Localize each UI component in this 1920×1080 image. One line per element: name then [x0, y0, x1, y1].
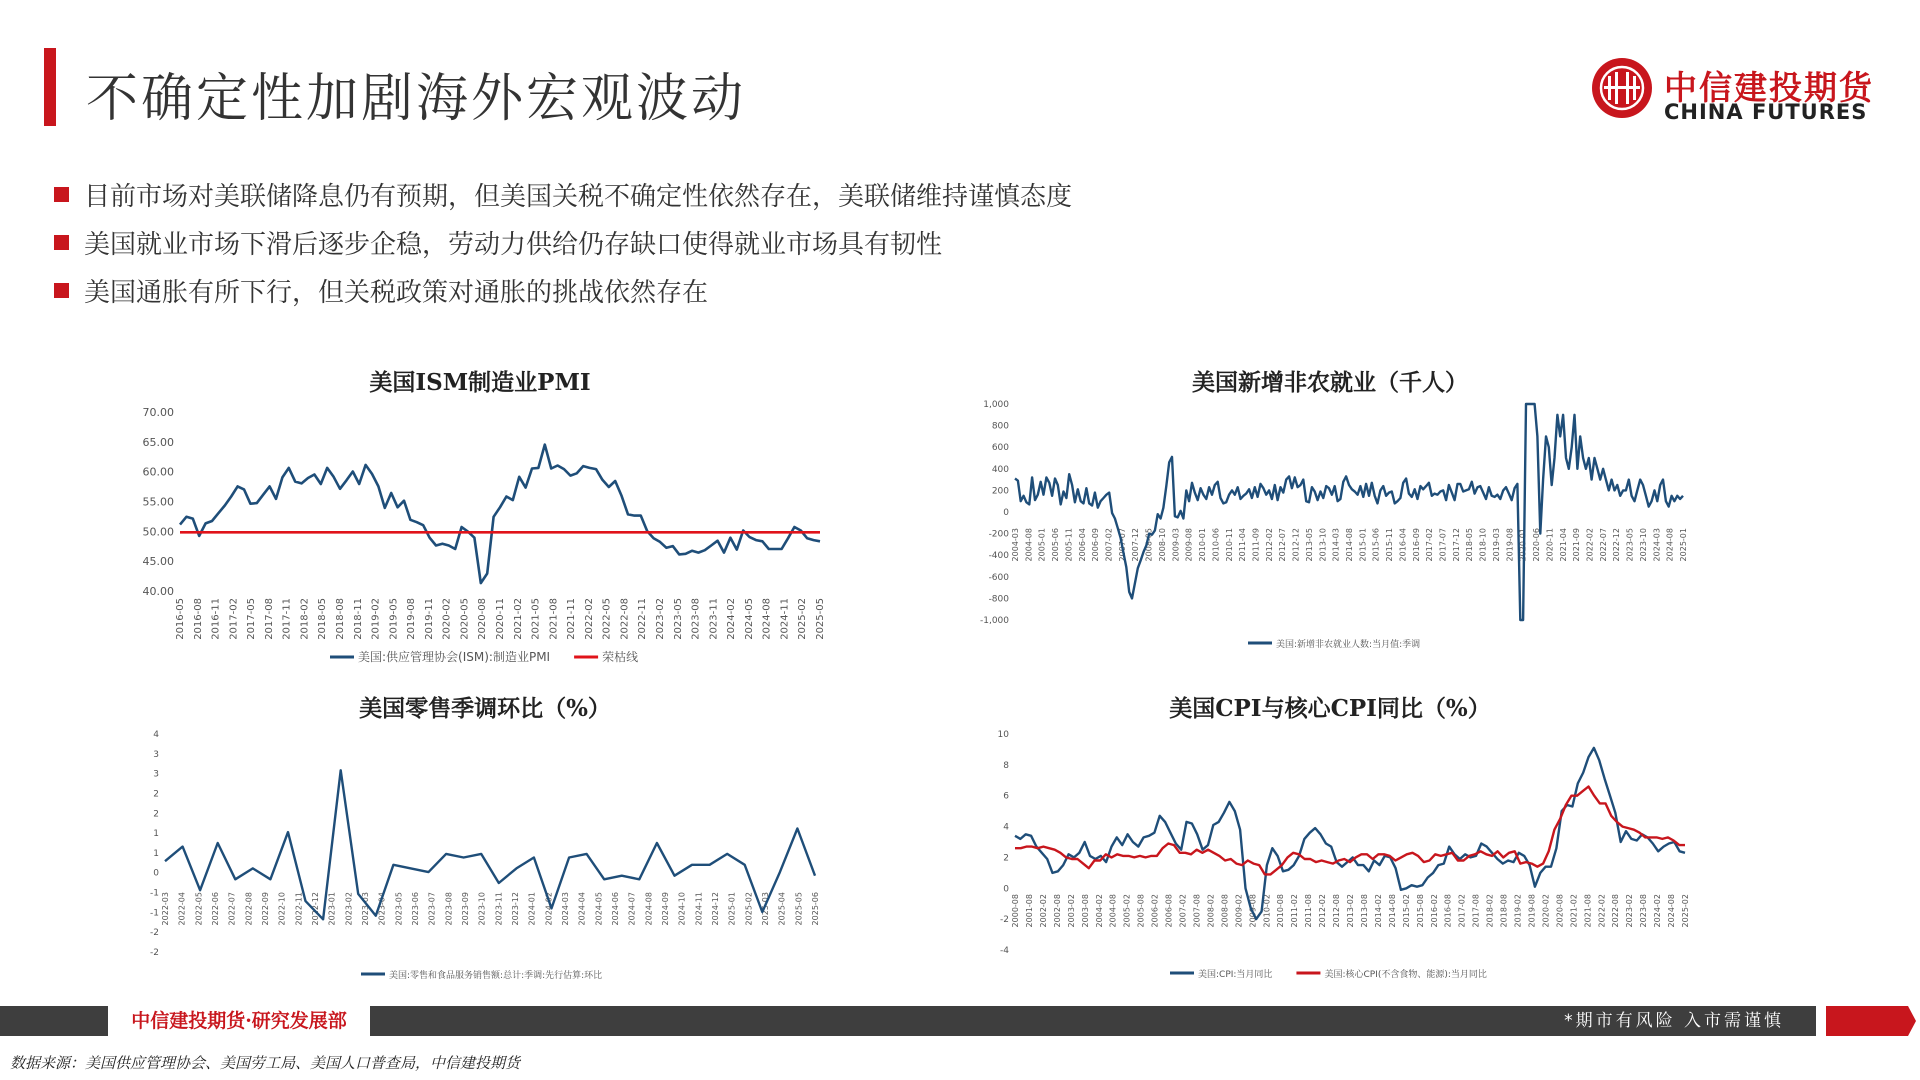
x-tick-label: 2021-08	[548, 598, 560, 640]
x-tick-label: 2005-08	[1136, 894, 1146, 928]
chart-title: 美国零售季调环比（%）	[359, 695, 611, 722]
x-tick-label: 2023-12	[511, 892, 520, 926]
x-tick-label: 2012-02	[1318, 894, 1328, 928]
y-tick-label: 2	[153, 809, 159, 820]
x-tick-label: 2025-02	[744, 892, 754, 926]
x-tick-label: 2024-06	[611, 892, 620, 926]
x-tick-label: 2023-07	[427, 892, 437, 926]
x-tick-label: 2017-05	[246, 598, 258, 640]
y-tick-label: -2	[150, 928, 159, 939]
x-tick-label: 2013-05	[1304, 528, 1314, 562]
x-tick-label: 2017-07	[1438, 528, 1448, 562]
x-tick-label: 2010-06	[1211, 528, 1221, 562]
x-tick-label: 2012-08	[1332, 894, 1342, 928]
x-tick-label: 2018-05	[317, 598, 329, 640]
x-tick-label: 2014-02	[1373, 894, 1383, 928]
x-tick-label: 2025-04	[777, 892, 787, 926]
legend-label: 美国:零售和食品服务销售额:总计:季调:先行估算:环比	[389, 971, 603, 981]
y-tick-label: 1	[153, 829, 159, 840]
x-tick-label: 2010-02	[1262, 894, 1272, 928]
x-tick-label: 2024-07	[627, 892, 637, 926]
x-tick-label: 2011-02	[1290, 894, 1300, 928]
y-tick-label: 0	[153, 868, 159, 879]
x-tick-label: 2017-02	[1457, 894, 1467, 928]
risk-disclaimer: *期市有风险 入市需谨慎	[1564, 1011, 1784, 1031]
x-tick-label: 2020-11	[1545, 528, 1555, 562]
x-tick-label: 2022-07	[1598, 528, 1608, 562]
x-tick-label: 2017-02	[228, 598, 240, 640]
x-tick-label: 2022-08	[619, 598, 631, 640]
x-tick-label: 2025-01	[1679, 528, 1688, 562]
bullet-square-icon	[54, 283, 69, 298]
x-tick-label: 2022-11	[294, 892, 304, 926]
company-logo	[1590, 56, 1872, 126]
x-tick-label: 2020-01	[1518, 528, 1528, 562]
x-tick-label: 2023-03	[361, 892, 370, 926]
y-tick-label: 65.00	[142, 435, 174, 449]
y-tick-label: 3	[153, 769, 159, 780]
series-line	[180, 445, 820, 583]
x-tick-label: 2024-11	[779, 598, 791, 640]
y-tick-label: 200	[991, 486, 1009, 497]
x-tick-label: 2023-02	[655, 598, 666, 640]
y-tick-label: -1	[150, 888, 159, 899]
logo-mark-icon	[1590, 56, 1654, 120]
x-tick-label: 2021-04	[1558, 528, 1568, 562]
bullet-item	[54, 170, 1072, 218]
x-tick-label: 2004-03	[1011, 528, 1020, 562]
y-tick-label: 0	[1003, 508, 1009, 518]
x-tick-label: 2008-10	[1157, 528, 1167, 562]
x-tick-label: 2022-05	[194, 892, 204, 926]
x-tick-label: 2005-11	[1064, 528, 1074, 562]
x-tick-label: 2003-02	[1066, 894, 1076, 928]
x-tick-label: 2024-05	[594, 892, 604, 926]
footer-bar-left	[0, 1006, 108, 1036]
x-tick-label: 2020-08	[1555, 894, 1565, 928]
bullet-square-icon	[54, 187, 69, 202]
x-tick-label: 2006-02	[1150, 894, 1160, 928]
x-tick-label: 2015-08	[1415, 894, 1425, 928]
y-tick-label: 6	[1003, 791, 1009, 802]
x-tick-label: 2018-08	[335, 598, 346, 640]
x-tick-label: 2022-02	[583, 598, 595, 640]
x-tick-label: 2023-01	[327, 892, 337, 926]
x-tick-label: 2011-08	[1304, 894, 1314, 928]
title-accent-bar	[44, 48, 56, 126]
x-tick-label: 2021-02	[1569, 894, 1579, 928]
x-tick-label: 2014-08	[1345, 528, 1354, 562]
x-tick-label: 2008-02	[1206, 894, 1216, 928]
x-tick-label: 2019-02	[1513, 894, 1523, 928]
x-tick-label: 2018-11	[352, 598, 364, 640]
x-tick-label: 2017-02	[1425, 528, 1435, 562]
x-tick-label: 2011-09	[1251, 528, 1261, 562]
x-tick-label: 2022-02	[1585, 528, 1595, 562]
x-tick-label: 2007-07	[1117, 528, 1127, 562]
x-tick-label: 2023-05	[672, 598, 684, 640]
x-tick-label: 2022-06	[211, 892, 220, 926]
x-tick-label: 2022-05	[601, 598, 613, 640]
footer-brand: 中信建投期货·研究发展部	[131, 1010, 347, 1032]
x-tick-label: 2019-08	[1505, 528, 1515, 562]
x-tick-label: 2009-02	[1234, 894, 1244, 928]
y-tick-label: -4	[1000, 946, 1009, 956]
x-tick-label: 2024-08	[761, 598, 773, 640]
bullet-square-icon	[54, 235, 69, 250]
x-tick-label: 2024-09	[661, 892, 670, 926]
y-tick-label: 1,000	[983, 400, 1009, 410]
legend-label: 美国:新增非农就业人数:当月值:季调	[1276, 640, 1421, 650]
chart-title: 美国新增非农就业（千人）	[1192, 369, 1468, 396]
legend-label: 美国:供应管理协会(ISM):制造业PMI	[358, 650, 551, 664]
y-tick-label: 2	[1003, 853, 1009, 864]
x-tick-label: 2012-12	[1291, 528, 1301, 562]
x-tick-label: 2023-08	[690, 598, 702, 640]
y-tick-label: 1	[153, 848, 159, 859]
series-line	[1015, 748, 1685, 919]
x-tick-label: 2016-08	[192, 598, 204, 640]
y-tick-label: 3	[153, 749, 159, 760]
x-tick-label: 2023-10	[477, 892, 487, 926]
series-line	[1015, 787, 1685, 875]
nonfarm-payrolls-chart	[965, 360, 1695, 670]
logo-text-en: CHINA FUTURES	[1664, 100, 1868, 124]
x-tick-label: 2020-02	[1541, 894, 1551, 928]
y-tick-label: -1,000	[979, 616, 1009, 626]
x-tick-label: 2024-08	[644, 892, 654, 926]
logo-text-cn: 中信建投期货	[1664, 68, 1874, 107]
x-tick-label: 2015-11	[1385, 528, 1395, 562]
cpi-chart-plot	[965, 688, 1695, 988]
x-tick-label: 2001-08	[1024, 894, 1034, 928]
series-line	[1015, 404, 1683, 620]
x-tick-label: 2007-02	[1178, 894, 1188, 928]
x-tick-label: 2020-11	[495, 598, 506, 640]
retail-chart-plot	[135, 688, 835, 988]
x-tick-label: 2014-08	[1387, 894, 1397, 928]
legend-label: 荣枯线	[602, 650, 639, 664]
pmi-chart	[120, 360, 840, 670]
cpi-chart	[965, 688, 1695, 988]
y-tick-label: -1	[150, 908, 159, 919]
x-tick-label: 2022-08	[244, 892, 254, 926]
x-tick-label: 2017-08	[1471, 894, 1481, 928]
x-tick-label: 2020-08	[477, 598, 489, 640]
x-tick-label: 2002-08	[1052, 894, 1062, 928]
chart-title: 美国CPI与核心CPI同比（%）	[1169, 695, 1491, 722]
y-tick-label: 2	[153, 789, 159, 800]
x-tick-label: 2005-01	[1037, 528, 1047, 562]
x-tick-label: 2021-11	[566, 598, 578, 640]
y-tick-label: -800	[988, 594, 1009, 605]
x-tick-label: 2010-01	[1198, 528, 1208, 562]
x-tick-label: 2017-12	[1451, 528, 1461, 562]
x-tick-label: 2016-05	[175, 598, 186, 640]
x-tick-label: 2000-08	[1011, 894, 1020, 928]
x-tick-label: 2024-11	[694, 892, 704, 926]
x-tick-label: 2014-03	[1331, 528, 1341, 562]
x-tick-label: 2015-06	[1371, 528, 1381, 562]
x-tick-label: 2007-02	[1104, 528, 1114, 562]
page-title: 不确定性加剧海外宏观波动	[86, 69, 747, 129]
x-tick-label: 2019-08	[406, 598, 418, 640]
x-tick-label: 2023-05	[1625, 528, 1635, 562]
x-tick-label: 2024-10	[677, 892, 687, 926]
x-tick-label: 2006-08	[1164, 894, 1174, 928]
x-tick-label: 2024-03	[1652, 528, 1662, 562]
x-tick-label: 2008-05	[1144, 528, 1154, 562]
x-tick-label: 2019-08	[1527, 894, 1537, 928]
x-tick-label: 2018-10	[1478, 528, 1488, 562]
x-tick-label: 2006-04	[1077, 528, 1087, 562]
y-tick-label: 70.00	[142, 406, 174, 419]
y-tick-label: 45.00	[142, 555, 174, 569]
x-tick-label: 2021-09	[1572, 528, 1582, 562]
x-tick-label: 2006-09	[1091, 528, 1101, 562]
x-tick-label: 2023-08	[1639, 894, 1649, 928]
x-tick-label: 2015-01	[1358, 528, 1368, 562]
y-tick-label: -2	[150, 948, 159, 958]
x-tick-label: 2010-11	[1224, 528, 1234, 562]
x-tick-label: 2022-12	[1612, 528, 1622, 562]
x-tick-label: 2021-02	[512, 598, 524, 640]
x-tick-label: 2020-06	[1532, 528, 1542, 562]
x-tick-label: 2009-08	[1184, 528, 1194, 562]
x-tick-label: 2005-02	[1122, 894, 1132, 928]
x-tick-label: 2012-07	[1278, 528, 1288, 562]
x-tick-label: 2024-02	[726, 598, 738, 640]
x-tick-label: 2025-05	[794, 892, 804, 926]
x-tick-label: 2024-01	[527, 892, 537, 926]
y-tick-label: 4	[153, 730, 159, 740]
bullet-list	[54, 170, 1072, 314]
retail-sales-chart	[135, 688, 835, 988]
x-tick-label: 2019-02	[370, 598, 382, 640]
x-tick-label: 2020-02	[441, 598, 453, 640]
x-tick-label: 2004-08	[1024, 528, 1034, 562]
x-tick-label: 2022-02	[1597, 894, 1607, 928]
x-tick-label: 2002-02	[1038, 894, 1048, 928]
x-tick-label: 2023-06	[411, 892, 420, 926]
x-tick-label: 2018-08	[1499, 894, 1509, 928]
x-tick-label: 2016-04	[1398, 528, 1408, 562]
y-tick-label: -2	[1000, 915, 1009, 926]
x-tick-label: 2023-09	[461, 892, 470, 926]
x-tick-label: 2003-08	[1080, 894, 1090, 928]
x-tick-label: 2024-05	[743, 598, 755, 640]
x-tick-label: 2024-12	[711, 892, 720, 926]
x-tick-label: 2023-02	[1625, 894, 1635, 928]
x-tick-label: 2025-03	[761, 892, 770, 926]
y-tick-label: 0	[1003, 884, 1009, 895]
legend-label: 美国:CPI:当月同比	[1198, 970, 1273, 980]
x-tick-label: 2005-06	[1051, 528, 1061, 562]
x-tick-label: 2016-08	[1443, 894, 1453, 928]
x-tick-label: 2004-08	[1108, 894, 1118, 928]
x-tick-label: 2025-02	[797, 598, 809, 640]
x-tick-label: 2019-11	[423, 598, 435, 640]
x-tick-label: 2015-02	[1401, 894, 1411, 928]
y-tick-label: 55.00	[142, 495, 174, 509]
legend-label: 美国:核心CPI(不含食物、能源):当月同比	[1324, 970, 1487, 980]
y-tick-label: 10	[997, 730, 1009, 740]
chart-title: 美国ISM制造业PMI	[369, 369, 591, 396]
x-tick-label: 2022-11	[637, 598, 649, 640]
y-tick-label: 600	[991, 443, 1009, 454]
x-tick-label: 2024-08	[1667, 894, 1677, 928]
x-tick-label: 2025-05	[815, 598, 826, 640]
x-tick-label: 2019-05	[388, 598, 400, 640]
y-tick-label: 800	[991, 421, 1009, 432]
footer-bar-right	[370, 1006, 1816, 1036]
y-tick-label: 8	[1003, 760, 1009, 771]
x-tick-label: 2025-02	[1681, 894, 1690, 928]
y-tick-label: -400	[988, 551, 1009, 562]
x-tick-label: 2022-12	[311, 892, 320, 926]
x-tick-label: 2024-04	[577, 892, 587, 926]
x-tick-label: 2017-11	[281, 598, 293, 640]
x-tick-label: 2018-05	[1465, 528, 1475, 562]
bullet-text: 美国通胀有所下行，但关税政策对通胀的挑战依然存在	[84, 277, 709, 308]
bullet-item	[54, 218, 1072, 266]
x-tick-label: 2009-08	[1248, 894, 1258, 928]
y-tick-label: -200	[988, 529, 1009, 540]
x-tick-label: 2022-10	[277, 892, 287, 926]
x-tick-label: 2008-08	[1220, 894, 1230, 928]
x-tick-label: 2011-04	[1238, 528, 1248, 562]
x-tick-label: 2023-08	[444, 892, 454, 926]
x-tick-label: 2024-03	[561, 892, 570, 926]
x-tick-label: 2016-11	[210, 598, 222, 640]
bullet-text: 美国就业市场下滑后逐步企稳，劳动力供给仍存缺口使得就业市场具有韧性	[84, 229, 943, 260]
x-tick-label: 2023-05	[394, 892, 404, 926]
x-tick-label: 2025-06	[811, 892, 820, 926]
x-tick-label: 2022-04	[177, 892, 187, 926]
x-tick-label: 2024-02	[544, 892, 554, 926]
x-tick-label: 2007-08	[1192, 894, 1202, 928]
x-tick-label: 2013-08	[1359, 894, 1369, 928]
bullet-item	[54, 266, 1072, 314]
y-tick-label: 60.00	[142, 465, 174, 479]
nfp-chart-plot	[965, 360, 1695, 670]
x-tick-label: 2023-11	[494, 892, 504, 926]
y-tick-label: -600	[988, 572, 1009, 583]
data-source: 数据来源：美国供应管理协会、美国劳工局、美国人口普查局，中信建投期货	[10, 1054, 521, 1072]
x-tick-label: 2013-02	[1346, 894, 1355, 928]
x-tick-label: 2007-12	[1131, 528, 1141, 562]
y-tick-label: 40.00	[142, 585, 174, 598]
x-tick-label: 2021-05	[530, 598, 542, 640]
footer-arrow-icon	[1826, 1006, 1916, 1036]
y-tick-label: 50.00	[142, 525, 174, 539]
x-tick-label: 2024-08	[1665, 528, 1675, 562]
x-tick-label: 2004-02	[1094, 894, 1104, 928]
pmi-chart-plot	[120, 360, 840, 670]
x-tick-label: 2016-02	[1429, 894, 1439, 928]
x-tick-label: 2023-10	[1638, 528, 1648, 562]
x-tick-label: 2022-07	[227, 892, 237, 926]
x-tick-label: 2022-08	[1611, 894, 1621, 928]
x-tick-label: 2022-09	[261, 892, 270, 926]
x-tick-label: 2025-01	[727, 892, 737, 926]
x-tick-label: 2009-03	[1171, 528, 1181, 562]
y-tick-label: 400	[991, 464, 1009, 475]
x-tick-label: 2018-02	[299, 598, 311, 640]
x-tick-label: 2012-02	[1264, 528, 1274, 562]
x-tick-label: 2023-04	[377, 892, 387, 926]
x-tick-label: 2017-08	[263, 598, 275, 640]
x-tick-label: 2010-08	[1276, 894, 1286, 928]
x-tick-label: 2021-08	[1583, 894, 1593, 928]
x-tick-label: 2023-11	[708, 598, 720, 640]
x-tick-label: 2019-03	[1491, 528, 1501, 562]
x-tick-label: 2023-02	[344, 892, 354, 926]
x-tick-label: 2020-05	[459, 598, 471, 640]
y-tick-label: 4	[1003, 822, 1009, 833]
bullet-text: 目前市场对美联储降息仍有预期，但美国关税不确定性依然存在，美联储维持谨慎态度	[84, 181, 1073, 212]
x-tick-label: 2013-10	[1318, 528, 1328, 562]
x-tick-label: 2024-02	[1653, 894, 1663, 928]
x-tick-label: 2022-03	[161, 892, 170, 926]
x-tick-label: 2016-09	[1411, 528, 1421, 562]
x-tick-label: 2018-02	[1485, 894, 1495, 928]
